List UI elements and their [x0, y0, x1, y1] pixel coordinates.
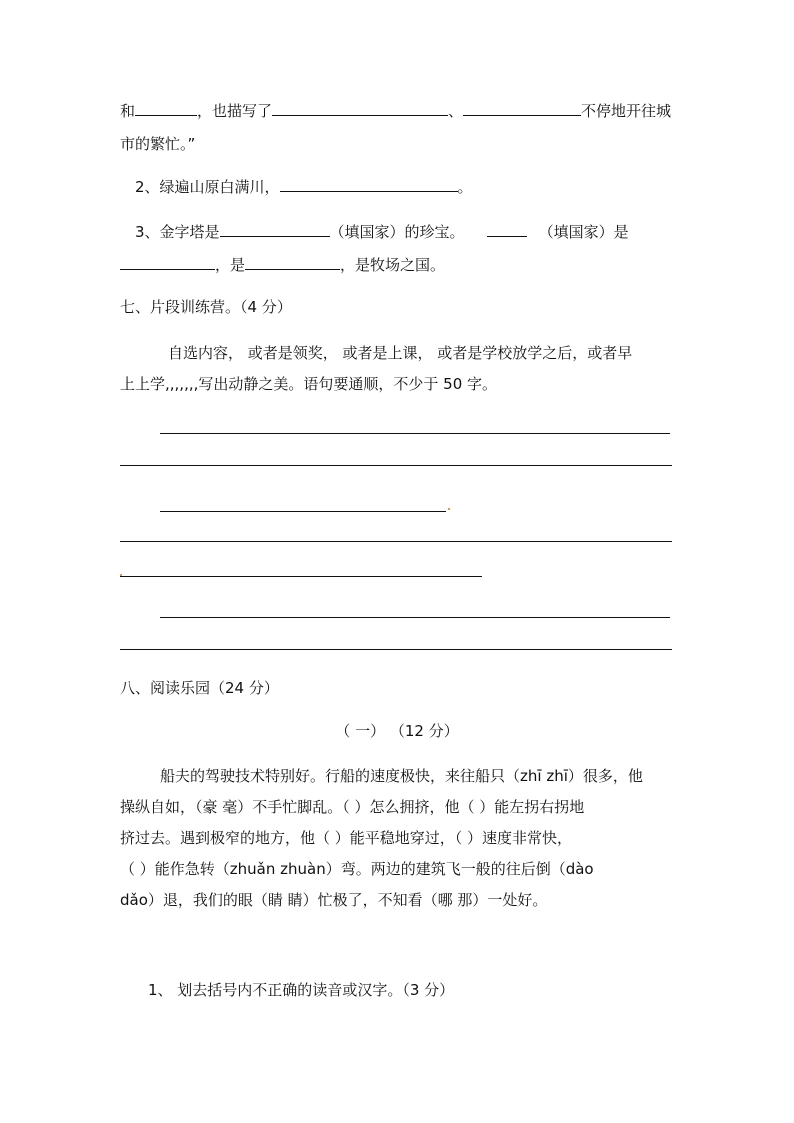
blank-8[interactable]	[245, 255, 340, 270]
q7-prompt-line-2: 上上学,,,,,,,写出动静之美。语句要通顺，不少于 50 字。	[120, 375, 498, 393]
q6-item-3-line-1	[135, 222, 629, 242]
q7-heading: 七、片段训练营。（4 分）	[120, 298, 292, 316]
q8-subheading: （ 一） （12 分）	[335, 722, 459, 740]
q6-item-2	[135, 177, 473, 197]
q8-passage-line-2: 操纵自如，（豪 毫）不手忙脚乱。（ ）怎么拥挤，他（ ）能左拐右拐地	[120, 798, 585, 816]
q6-item-2-end: 。	[457, 178, 473, 196]
q6-item-2-text: 2、绿遍山原白满川，	[135, 178, 280, 196]
q7-prompt-line-1: 自选内容， 或者是领奖， 或者是上课， 或者是学校放学之后，或者早	[168, 344, 633, 362]
blank-6[interactable]	[487, 222, 527, 237]
q8-passage-line-3: 挤过去。遇到极窄的地方，他（ ）能平稳地穿过，（ ）速度非常快，	[120, 829, 573, 847]
blank-3[interactable]	[463, 101, 581, 116]
q6-line-2: 市的繁忙。”	[120, 135, 196, 153]
q6-text-also-described: ，也描写了	[197, 102, 273, 120]
q6-item-3-text-d: ，是	[215, 256, 246, 274]
blank-4[interactable]	[280, 177, 458, 192]
q6-line-1	[120, 101, 671, 121]
q6-item-3-line-2	[120, 255, 445, 275]
writing-line-6[interactable]	[160, 617, 670, 618]
writing-line-3[interactable]	[160, 511, 446, 512]
q8-task-1: 1、 划去括号内不正确的读音或汉字。（3 分）	[148, 981, 455, 999]
q6-text-and: 和	[120, 102, 136, 120]
q6-item-3-text-e: ，是牧场之国。	[340, 256, 446, 274]
q6-text-nonstop: 不停地开往城	[581, 102, 672, 120]
writing-line-5[interactable]	[120, 576, 482, 577]
blank-5[interactable]	[220, 222, 330, 237]
writing-line-2[interactable]	[120, 465, 672, 466]
stray-dot-mark	[448, 508, 450, 510]
q8-heading: 八、阅读乐园（24 分）	[120, 679, 279, 697]
writing-line-1[interactable]	[160, 433, 670, 434]
q8-passage-line-1: 船夫的驾驶技术特别好。行船的速度极快，来往船只（zhī zhī）很多，他	[160, 767, 643, 785]
q8-passage-line-4: （ ）能作急转（zhuǎn zhuàn）弯。两边的建筑飞一般的往后倒（dào	[120, 860, 594, 878]
blank-7[interactable]	[120, 255, 215, 270]
writing-line-7[interactable]	[120, 649, 672, 650]
q6-text-comma: 、	[448, 102, 464, 120]
blank-1[interactable]	[135, 101, 197, 116]
q6-item-3-text-a: 3、金字塔是	[135, 223, 220, 241]
blank-2[interactable]	[272, 101, 448, 116]
q8-passage-line-5: dǎo）退，我们的眼（睛 睛）忙极了，不知看（哪 那）一处好。	[120, 891, 548, 909]
writing-line-4[interactable]	[120, 541, 672, 542]
q6-item-3-text-c: （填国家）是	[538, 223, 629, 241]
q6-item-3-text-b: （填国家）的珍宝。	[329, 223, 465, 241]
